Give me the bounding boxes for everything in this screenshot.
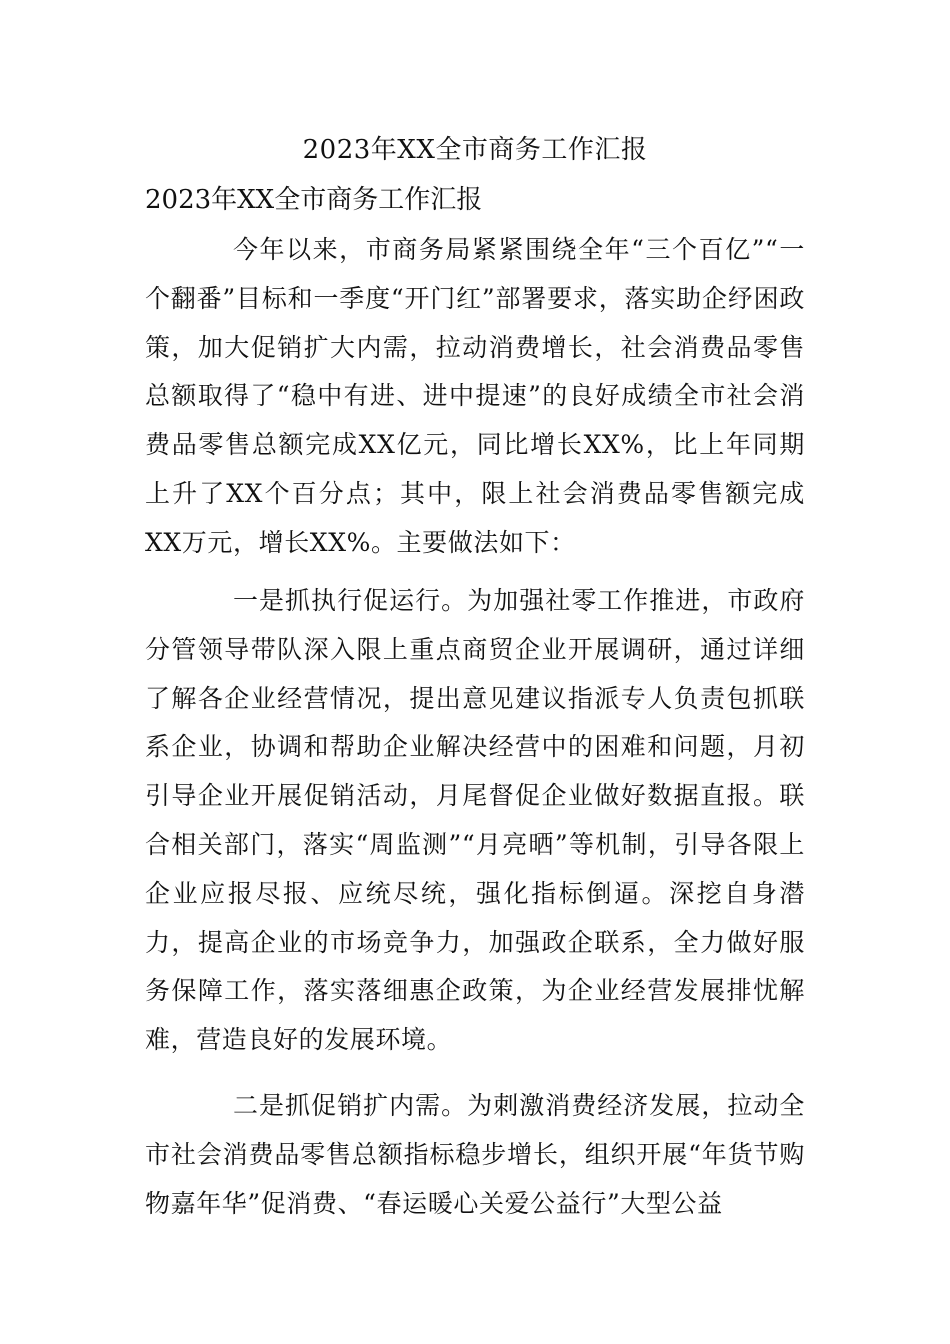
document-title: 2023年XX全市商务工作汇报 [302,135,648,165]
paragraph-promotion: 二是抓促销扩内需。为刺激消费经济发展，拉动全市社会消费品零售总额指标稳步增长，组织开展“年货节购物嘉年华”促消费、“春运暖心关爱公益行”大型公益 [145,1091,805,1218]
document-subtitle: 2023年XX全市商务工作汇报 [145,185,483,215]
paragraph-execution: 一是抓执行促运行。为加强社零工作推进，市政府分管领导带队深入限上重点商贸企业开展调研，通过详细了解各企业经营情况，提出意见建议指派专人负责包抓联系企业，协调和帮助企业解决经营中的困难和问题，月初引导企业开展促销活动，月尾督促企业做好数据直报。联合相关部门，落实“周监测”“月亮晒”等机制，引导各限上企业应报尽报、应统尽统，强化指标倒逼。深挖自身潜力，提高企业的市场竞争力，加强政企联系，全力做好服务保障工作，落实落细惠企政策，为企业经营发展排忧解难，营造良好的发展环境。 [145,586,805,1055]
paragraph-intro: 今年以来，市商务局紧紧围绕全年“三个百亿”“一个翻番”目标和一季度“开门红”部署要求，落实助企纾困政策，加大促销扩大内需，拉动消费增长，社会消费品零售总额取得了“稳中有进、进中提速”的良好成绩全市社会消费品零售总额完成XX亿元，同比增长XX%，比上年同期上升了XX个百分点；其中，限上社会消费品零售额完成XX万元，增长XX%。主要做法如下： [145,235,805,557]
